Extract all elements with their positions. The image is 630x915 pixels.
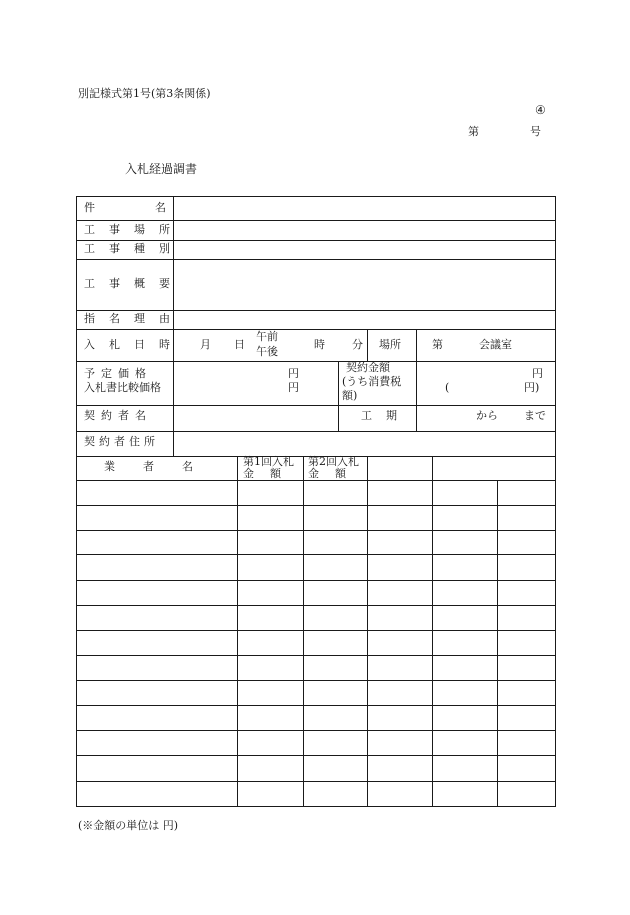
- form-id: 別記様式第1号(第3条関係): [78, 87, 211, 100]
- contract-amount-yen: 円: [532, 367, 543, 380]
- bid-record-table: [76, 196, 556, 807]
- document-number-suffix: 号: [530, 125, 541, 138]
- contract-amount-label-3: 額): [342, 389, 358, 402]
- bidders-round2-header-line1: 第2回入札: [308, 455, 359, 468]
- label-construction-period: 工期: [361, 409, 411, 422]
- contract-tax-close: 円): [524, 381, 540, 394]
- bid-month: 月: [200, 338, 211, 351]
- contract-amount-label-2: (うち消費税: [342, 375, 402, 388]
- bid-hour: 時: [314, 338, 325, 351]
- bidders-round2-header-line2: 金額: [308, 467, 362, 480]
- label-designation-reason: 指名理由: [84, 312, 184, 325]
- bidders-vendor-header: 業者名: [104, 460, 221, 473]
- bid-minute: 分: [352, 338, 363, 351]
- bid-pm: 午後: [256, 345, 278, 358]
- label-work-type: 工事種別: [84, 242, 184, 255]
- bid-place-label: 場所: [379, 338, 401, 351]
- document-title: 入札経過調書: [125, 162, 198, 176]
- label-work-location: 工事場所: [84, 223, 184, 236]
- bid-room-prefix: 第: [432, 338, 443, 351]
- label-case-name-text: 件名: [84, 201, 226, 214]
- document-number: [468, 123, 541, 139]
- bid-am: 午前: [256, 330, 278, 343]
- contract-amount-label-1: 契約金額: [346, 361, 390, 374]
- contract-tax-open: (: [445, 381, 450, 394]
- label-case-name: [84, 201, 226, 214]
- bidders-round1-header-line1: 第1回入札: [243, 455, 294, 468]
- bid-day: 日: [234, 338, 245, 351]
- construction-period-from: から: [476, 409, 498, 422]
- label-planned-price: 予定価格: [84, 367, 152, 380]
- label-comparison-price: 入札書比較価格: [84, 381, 161, 394]
- label-contractor-name: 契約者名: [84, 409, 152, 422]
- construction-period-to: まで: [524, 409, 546, 422]
- planned-price-yen: 円: [288, 367, 299, 380]
- circled-number-mark: ④: [535, 103, 546, 117]
- document-number-prefix: 第: [468, 125, 479, 138]
- bid-room-suffix: 会議室: [479, 338, 512, 351]
- label-bid-datetime: 入札日時: [84, 338, 184, 351]
- bidders-round1-header-line2: 金額: [243, 467, 297, 480]
- comparison-price-yen: 円: [288, 381, 299, 394]
- label-work-outline: 工事概要: [84, 277, 184, 290]
- footnote: (※金額の単位は 円): [78, 819, 179, 832]
- label-contractor-address: 契約者住所: [84, 435, 159, 448]
